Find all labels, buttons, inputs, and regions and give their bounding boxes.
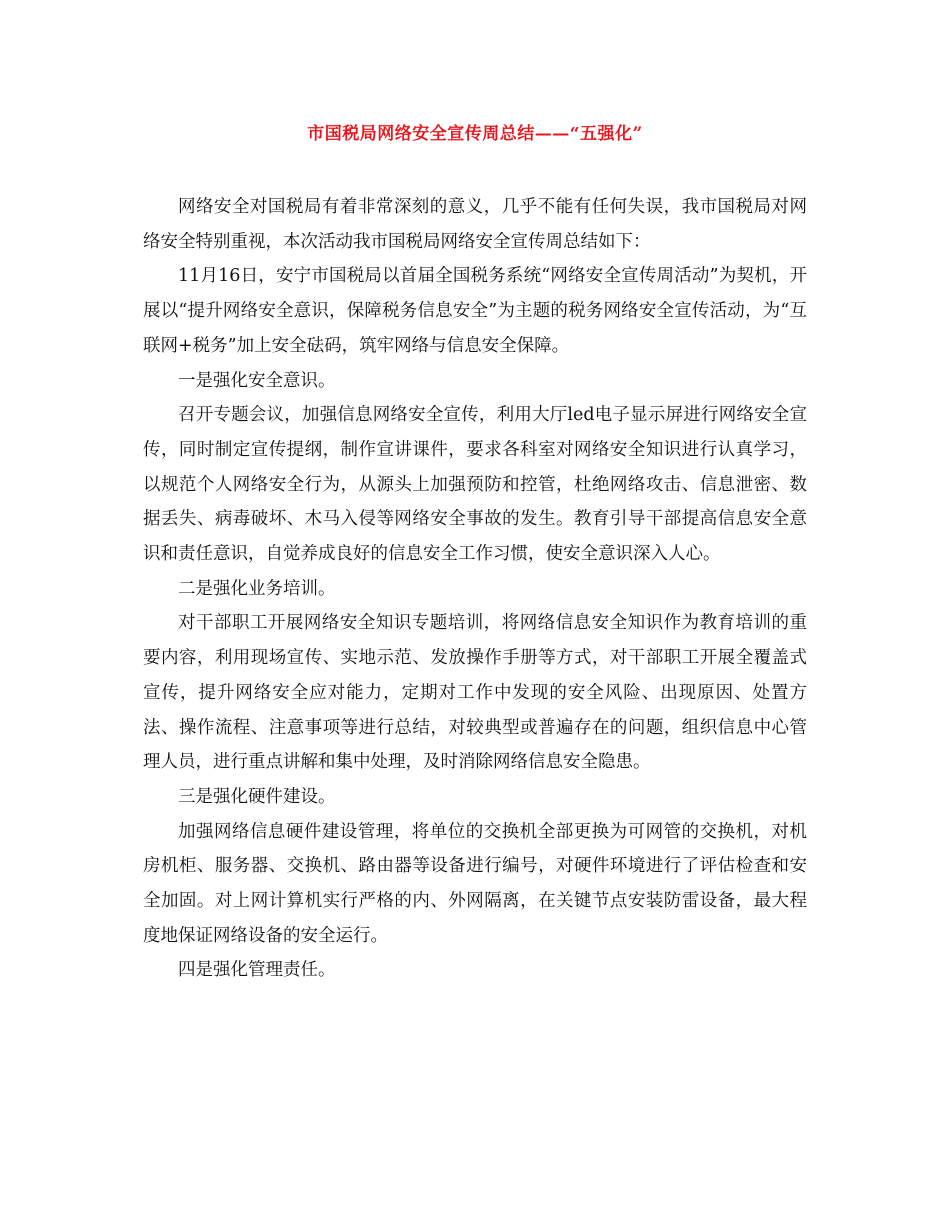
document-title: 市国税局网络安全宣传周总结——“五强化” xyxy=(307,124,643,144)
heading-security-awareness: 一是强化安全意识。 xyxy=(178,370,336,391)
heading-hardware: 三是强化硬件建设。 xyxy=(178,786,336,807)
heading-training: 二是强化业务培训。 xyxy=(178,578,336,599)
document-body xyxy=(143,190,807,988)
paragraph-event: 11月16日，安宁市国税局以首届全国税务系统“网络安全宣传周活动”为契机，开展以“提升网络安全意识，保障税务信息安全”为主题的税务网络安全宣传活动，为“互联网+税务”加上安全砝码，筑牢网络与信息安全保障。 xyxy=(143,266,807,356)
heading-management: 四是强化管理责任。 xyxy=(178,960,336,981)
paragraph-hardware: 加强网络信息硬件建设管理，将单位的交换机全部更换为可网管的交换机，对机房机柜、服务器、交换机、路由器等设备进行编号，对硬件环境进行了评估检查和安全加固。对上网计算机实行严格的内、外网隔离，在关键节点安装防雷设备，最大程度地保证网络设备的安全运行。 xyxy=(143,821,807,946)
paragraph-security-awareness: 召开专题会议，加强信息网络安全宣传，利用大厅led电子显示屏进行网络安全宣传，同时制定宣传提纲，制作宣讲课件，要求各科室对网络安全知识进行认真学习，以规范个人网络安全行为，从源头上加强预防和控管，杜绝网络攻击、信息泄密、数据丢失、病毒破坏、木马入侵等网络安全事故的发生。教育引导干部提高信息安全意识和责任意识，自觉养成良好的信息安全工作习惯，使安全意识深入人心。 xyxy=(143,405,807,565)
paragraph-intro: 网络安全对国税局有着非常深刻的意义，几乎不能有任何失误，我市国税局对网络安全特别重视，本次活动我市国税局网络安全宣传周总结如下： xyxy=(143,197,807,252)
paragraph-training: 对干部职工开展网络安全知识专题培训，将网络信息安全知识作为教育培训的重要内容，利用现场宣传、实地示范、发放操作手册等方式，对干部职工开展全覆盖式宣传，提升网络安全应对能力，定期对工作中发现的安全风险、出现原因、处置方法、操作流程、注意事项等进行总结，对较典型或普遍存在的问题，组织信息中心管理人员，进行重点讲解和集中处理，及时消除网络信息安全隐患。 xyxy=(143,613,807,773)
